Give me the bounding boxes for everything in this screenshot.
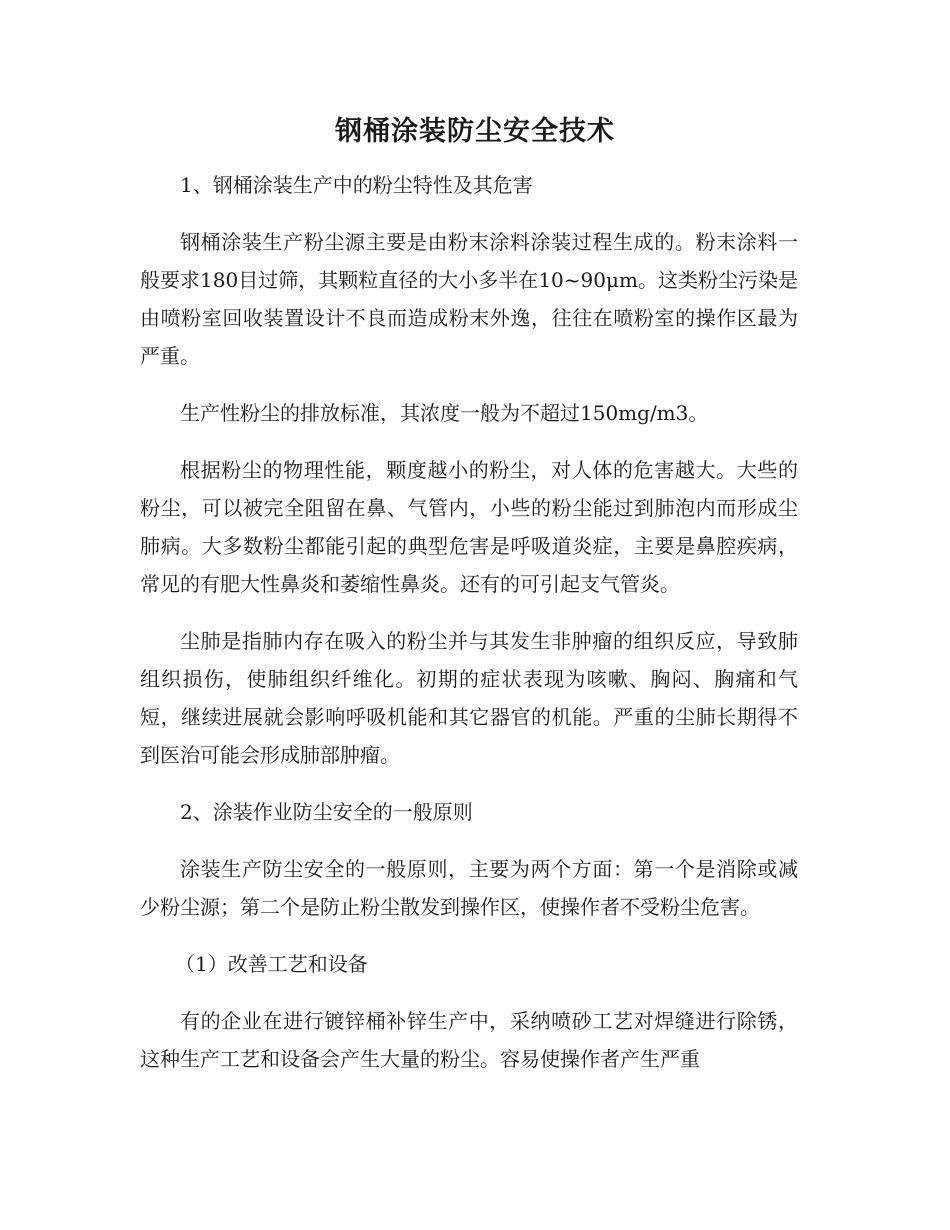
paragraph-pneumoconiosis: 尘肺是指肺内存在吸入的粉尘并与其发生非肿瘤的组织反应，导致肺组织损伤，使肺组织纤维化。初期的症状表现为咳嗽、胸闷、胸痛和气短，继续进展就会影响呼吸机能和其它器官的机能。严重的尘肺长期得不到医治可能会形成肺部肿瘤。 [140,629,798,767]
paragraph-improve-process: 有的企业在进行镀锌桶补锌生产中，采纳喷砂工艺对焊缝进行除锈，这种生产工艺和设备会产生大量的粉尘。容易使操作者产生严重 [140,1009,798,1071]
paragraph-dust-harm: 根据粉尘的物理性能，颗度越小的粉尘，对人体的危害越大。大些的粉尘，可以被完全阻留在鼻、气管内，小些的粉尘能过到肺泡内而形成尘肺病。大多数粉尘都能引起的典型危害是呼吸道炎症，主要是鼻腔疾病，常见的有肥大性鼻炎和萎缩性鼻炎。还有的可引起支气管炎。 [140,458,798,596]
subsection-heading-1: （1）改善工艺和设备 [175,952,368,976]
section-heading-1: 1、钢桶涂装生产中的粉尘特性及其危害 [180,173,533,197]
section-heading-2: 2、涂装作业防尘安全的一般原则 [180,800,473,824]
document-title: 钢桶涂装防尘安全技术 [335,116,615,147]
paragraph-emission-standard: 生产性粉尘的排放标准，其浓度一般为不超过150mg/m3。 [180,401,709,425]
paragraph-dust-source: 钢桶涂装生产粉尘源主要是由粉末涂料涂装过程生成的。粉末涂料一般要求180目过筛，其颗粒直径的大小多半在10~90μm。这类粉尘污染是由喷粉室回收装置设计不良而造成粉末外逸，往往在喷粉室的操作区最为严重。 [140,230,798,368]
document-body [140,166,798,1097]
paragraph-general-principles: 涂装生产防尘安全的一般原则，主要为两个方面：第一个是消除或减少粉尘源；第二个是防止粉尘散发到操作区，使操作者不受粉尘危害。 [140,857,798,919]
